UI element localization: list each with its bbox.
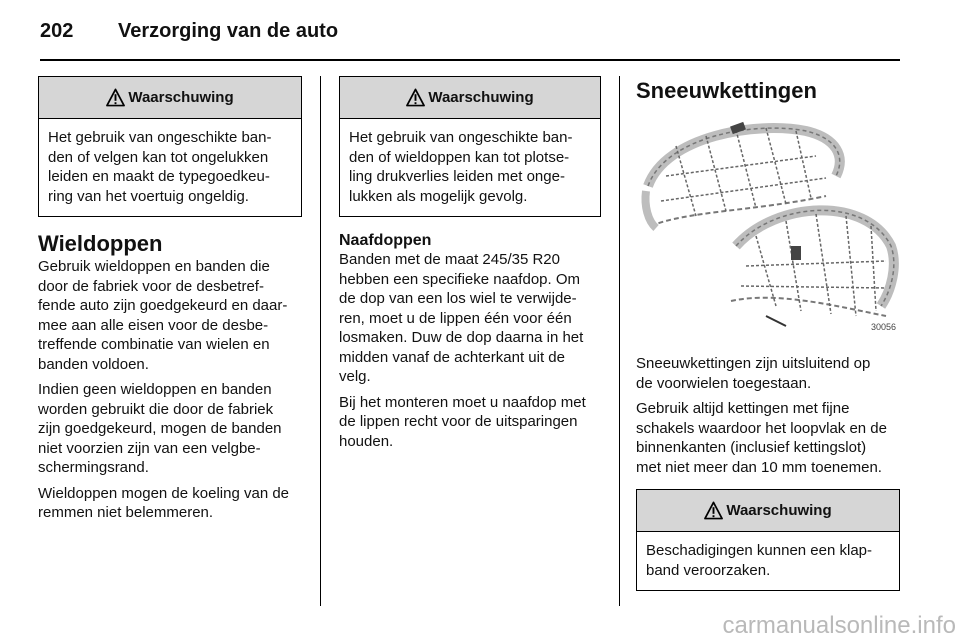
warning-title: Waarschuwing xyxy=(726,502,832,519)
warning-triangle-icon xyxy=(106,88,125,107)
paragraph: Gebruik wieldoppen en banden die door de fabriek voor de desbetref- fende auto zijn goedgekeurd en daar- mee aan alle eisen voor de desbe- treffende combinatie van wielen en banden voldoen. xyxy=(38,258,288,373)
paragraph: Bij het monteren moet u naafdop met de lippen recht voor de uitsparingen houden. xyxy=(339,393,586,450)
page-title: Verzorging van de auto xyxy=(118,20,339,42)
warning-box xyxy=(636,489,900,591)
warning-text: Het gebruik van ongeschikte ban- den of velgen kan tot ongelukken leiden en maakt de typegoedkeu- ring van het voertuig ongeldig. xyxy=(48,129,272,205)
subheading-naafdoppen: Naafdoppen xyxy=(339,232,432,249)
warning-box-header xyxy=(637,490,899,532)
warning-box-header xyxy=(340,77,600,119)
warning-triangle-icon xyxy=(406,88,425,107)
column-divider-1 xyxy=(320,76,321,606)
section-heading-wieldoppen: Wieldoppen xyxy=(38,231,163,256)
figure-number: 30056 xyxy=(870,322,896,332)
paragraph: Indien geen wieldoppen en banden worden gebruikt die door de fabriek zijn goedgekeurd, mogen de banden niet voorzien zijn van een velgbe- schermingsrand. xyxy=(38,381,282,476)
snow-chain-illustration xyxy=(636,116,900,336)
warning-title: Waarschuwing xyxy=(128,89,234,106)
paragraph: Banden met de maat 245/35 R20 hebben een specifieke naafdop. Om de dop van een los wiel te verwijde- ren, moet u de lippen één voor één losmaken. Duw de dop daarna in het midden vanaf de achterkant uit de velg. xyxy=(339,251,584,385)
warning-box-header xyxy=(39,77,301,119)
page-header xyxy=(40,14,900,58)
warning-triangle-icon xyxy=(704,501,723,520)
snow-chain-icon xyxy=(636,116,900,336)
watermark: carmanualsonline.info xyxy=(722,612,956,639)
header-rule xyxy=(40,59,900,61)
page-number: 202 xyxy=(40,20,74,42)
paragraph: Gebruik altijd kettingen met fijne schakels waardoor het loopvlak en de binnenkanten (inclusief kettingslot) met niet meer dan 10 mm toenemen. xyxy=(636,400,887,476)
column-divider-2 xyxy=(619,76,620,606)
paragraph: Sneeuwkettingen zijn uitsluitend op de voorwielen toegestaan. xyxy=(636,355,871,392)
column-3 xyxy=(636,76,900,591)
warning-text: Het gebruik van ongeschikte ban- den of wieldoppen kan tot plotse- ling drukverlies leiden met onge- lukken als mogelijk gevolg. xyxy=(349,129,573,205)
warning-title: Waarschuwing xyxy=(428,89,534,106)
warning-box xyxy=(38,76,302,217)
section-heading-sneeuwkettingen: Sneeuwkettingen xyxy=(636,78,817,103)
paragraph: Wieldoppen mogen de koeling van de remmen niet belemmeren. xyxy=(38,484,290,521)
column-2 xyxy=(339,76,601,451)
column-1 xyxy=(38,76,302,523)
warning-box xyxy=(339,76,601,217)
warning-text: Beschadigingen kunnen een klap- band veroorzaken. xyxy=(646,542,873,579)
